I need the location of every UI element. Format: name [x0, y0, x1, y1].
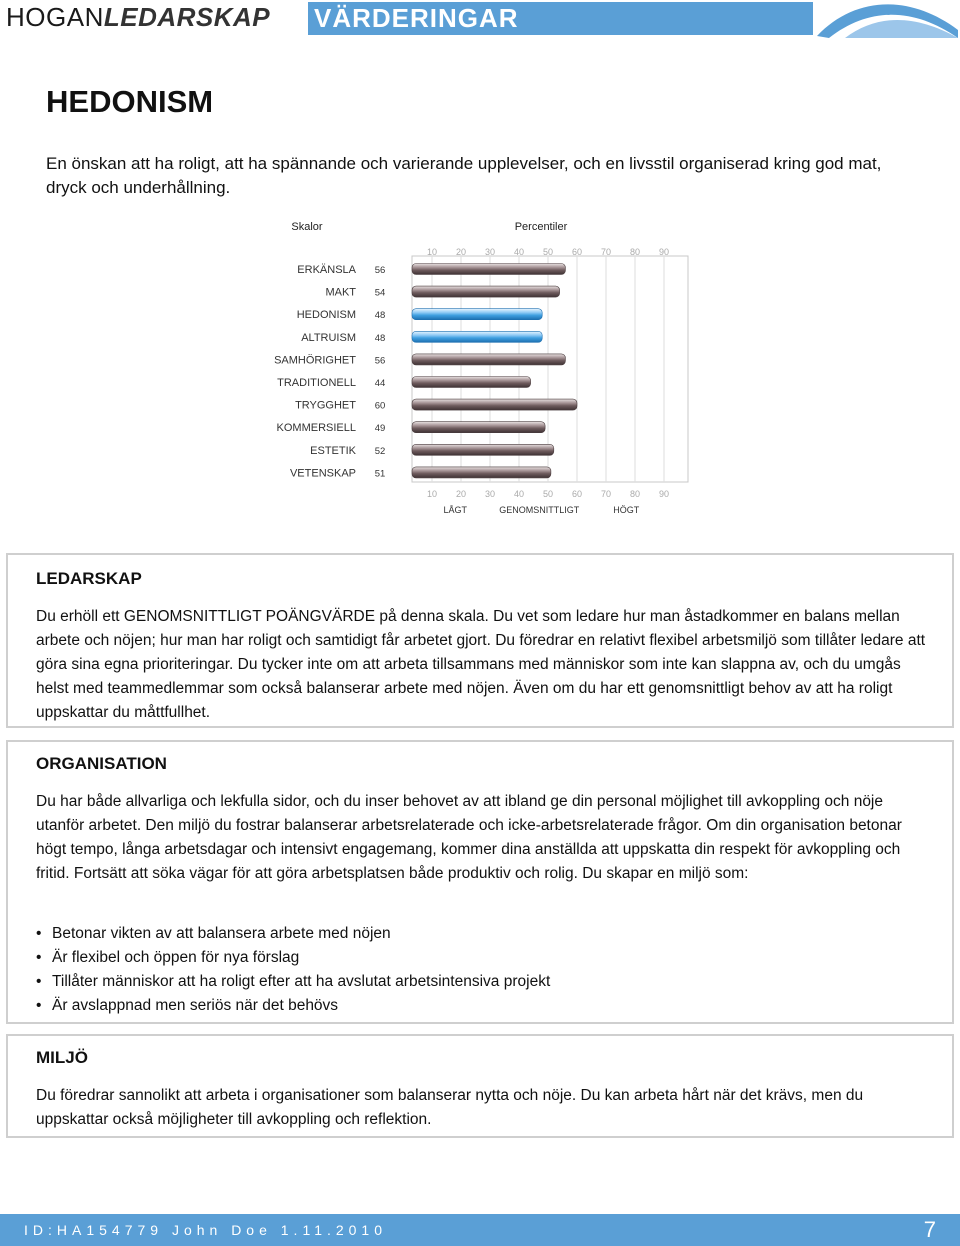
bar — [412, 422, 545, 433]
page-footer — [0, 1214, 960, 1246]
tick-label-bottom: 80 — [629, 489, 641, 499]
score-label: 56 — [374, 355, 386, 367]
tick-label-bottom: 20 — [455, 489, 467, 499]
tick-label-top: 20 — [455, 247, 467, 257]
chart-title-percentiles: Percentiler — [514, 221, 568, 233]
swoosh-logo-icon — [815, 0, 960, 38]
scale-label: VETENSKAP — [289, 467, 356, 480]
chart-title-scales: Skalor — [291, 221, 323, 233]
scale-label: ESTETIK — [310, 444, 356, 457]
tick-label-top: 50 — [542, 247, 554, 257]
list-item: • Är avslappnad men seriös när det behövs — [36, 994, 550, 1018]
bar — [412, 377, 531, 388]
organisation-section — [6, 740, 954, 1024]
leadership-heading: LEDARSKAP — [36, 569, 142, 588]
list-item: • Betonar vikten av att balansera arbete med nöjen — [36, 922, 550, 946]
bar — [412, 444, 554, 455]
scale-label: MAKT — [325, 286, 356, 299]
brand-logo — [6, 2, 270, 33]
tick-label-bottom: 40 — [513, 489, 525, 499]
brand-bold: LEDARSKAP — [103, 2, 271, 32]
scale-label: TRYGGHET — [295, 399, 356, 412]
scale-label: HEDONISM — [296, 309, 356, 322]
tick-label-bottom: 30 — [484, 489, 496, 499]
tick-label-top: 40 — [513, 247, 525, 257]
bar — [412, 399, 577, 410]
scale-label: SAMHÖRIGHET — [274, 354, 356, 367]
score-label: 51 — [374, 468, 386, 480]
environment-heading: MILJÖ — [36, 1048, 88, 1067]
leadership-section — [6, 553, 954, 728]
tick-label-top: 70 — [600, 247, 612, 257]
banner-label: VÄRDERINGAR — [314, 3, 519, 33]
bar — [412, 309, 542, 320]
score-label: 60 — [374, 400, 386, 412]
page-title: HEDONISM — [46, 84, 214, 119]
percentile-chart — [0, 210, 960, 530]
brand-regular: HOGAN — [6, 2, 104, 32]
tick-label-bottom: 10 — [426, 489, 438, 499]
tick-label-bottom: 60 — [571, 489, 583, 499]
organisation-text: Du har både allvarliga och lekfulla sidor, och du inser behovet av att ibland ge din personal möjlighet till avkoppling och nöje utanför arbetet. Den miljö du fostrar balanserar arbetsrelaterade och icke-arbetsrelaterade frågor. Om din organisation betonar högt tempo, långa arbetsdagar och intensivt engagemang, kommer dina anställda att uppskatta din respekt för avkoppling och fritid. Fortsätt att söka vägar för att göra arbetsplatsen både produktiv och rolig. Du skapar en miljö som: — [36, 793, 902, 882]
bar — [412, 286, 560, 297]
tick-label-top: 90 — [658, 247, 670, 257]
scale-label: TRADITIONELL — [277, 377, 356, 389]
organisation-bullet-list — [36, 922, 550, 1018]
score-label: 48 — [374, 310, 386, 322]
tick-label-bottom: 50 — [542, 489, 554, 499]
tick-label-bottom: 90 — [658, 489, 670, 499]
band-label: GENOMSNITTLIGT — [499, 505, 580, 515]
page-number: 7 — [923, 1217, 936, 1242]
bar — [412, 264, 565, 275]
bar — [412, 354, 565, 365]
list-item: • Är flexibel och öppen för nya förslag — [36, 946, 550, 970]
organisation-heading: ORGANISATION — [36, 754, 167, 773]
scale-label: KOMMERSIELL — [276, 422, 356, 435]
score-label: 54 — [374, 287, 386, 299]
report-id: ID:HA154779 John Doe 1.11.2010 — [24, 1222, 388, 1238]
tick-label-top: 80 — [629, 247, 641, 257]
tick-label-top: 10 — [426, 247, 438, 257]
tick-label-top: 30 — [484, 247, 496, 257]
score-label: 44 — [374, 378, 386, 389]
band-label: LÅGT — [443, 505, 467, 515]
score-label: 56 — [374, 265, 386, 276]
band-label: HÖGT — [613, 505, 640, 515]
score-label: 48 — [374, 332, 386, 344]
environment-section — [6, 1034, 954, 1138]
scale-label: ALTRUISM — [301, 331, 356, 344]
section-banner — [308, 2, 813, 35]
score-label: 52 — [374, 445, 386, 457]
leadership-text: Du erhöll ett GENOMSNITTLIGT POÄNGVÄRDE på denna skala. Du vet som ledare hur man åstadkommer en balans mellan arbete och nöjen; hur man har roligt och samtidigt får arbetet gjort. Du föredrar en relativt flexibel arbetsmiljö som tillåter ledare att göra sina egna prioriteringar. Du tycker inte om att arbeta tillsammans med människor som inte kan slappna av, och du umgås helst med teammedlemmar som också balanserar arbete med nöjen. Även om du har ett genomsnittligt behov av att ha roligt uppskattar du måttfullhet. — [36, 608, 926, 721]
bar — [412, 467, 551, 478]
environment-text: Du föredrar sannolikt att arbeta i organisationer som balanserar nytta och nöje. Du kan arbeta hårt när det krävs, men du uppskattar också möjligheter till avkoppling och reflektion. — [36, 1087, 864, 1128]
tick-label-bottom: 70 — [600, 489, 612, 499]
scale-label: ERKÄNSLA — [297, 264, 356, 276]
list-item: • Tillåter människor att ha roligt efter att ha avslutat arbetsintensiva projekt — [36, 970, 550, 994]
page-header — [0, 0, 960, 38]
score-label: 49 — [374, 423, 386, 435]
intro-text: En önskan att ha roligt, att ha spännande och varierande upplevelser, och en livsstil organiserad kring god mat, dryck och underhållning. — [46, 154, 882, 197]
bar — [412, 331, 542, 342]
tick-label-top: 60 — [571, 247, 583, 257]
